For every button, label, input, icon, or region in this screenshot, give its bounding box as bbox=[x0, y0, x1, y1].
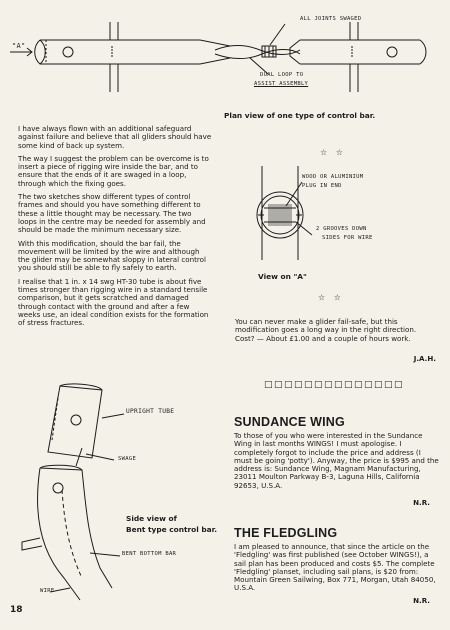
page-number: 18 bbox=[10, 605, 23, 615]
fledgling-signature: N.R. bbox=[413, 596, 430, 605]
loop-label-line-2: ASSIST ASSEMBLY bbox=[254, 81, 309, 87]
swage-label: SWAGE bbox=[118, 456, 137, 462]
article-paragraph: I have always flown with an additional safeguard against failure and believe that all gliders should have some kind of back up system. bbox=[18, 124, 212, 150]
plug-label-line-1: WOOD OR ALUMINIUM bbox=[302, 174, 364, 180]
bent-control-bar-drawing bbox=[20, 378, 220, 608]
control-bar-plan-drawing bbox=[0, 0, 450, 120]
section-divider: □□□□□□□□□□□□□□ bbox=[264, 380, 405, 390]
sundance-heading: SUNDANCE WING bbox=[234, 415, 345, 429]
stars-bottom: ☆ ☆ bbox=[318, 293, 344, 302]
side-view-caption-line-2: Bent type control bar. bbox=[126, 525, 217, 534]
view-arrow-label: "A" bbox=[12, 42, 26, 50]
loop-label-line-1: DUAL LOOP TO bbox=[260, 72, 304, 78]
article-signature: J.A.H. bbox=[413, 354, 436, 363]
fledgling-body: I am pleased to announce, that since the article on the 'Fledgling' was first published (see October WINGS!), a sail plan has been produced and costs $5. The complete 'Fledgling' planset, including sail plans, is $20 from: Mountain Green Sailwing, Box 771, Morgan, Utah 84050, U.S.A. bbox=[234, 542, 436, 593]
groove-label-line-2: SIDES FOR WIRE bbox=[322, 235, 373, 241]
plan-view-caption: Plan view of one type of control bar. bbox=[224, 111, 376, 120]
article-body bbox=[18, 125, 212, 333]
article-paragraph: The two sketches show different types of control frames and should you have something different to these a little thought may be necessary. The two loops in the centre may be needed for assembly and should be made the minimum necessary size. bbox=[18, 192, 206, 235]
wire-label: WIRE bbox=[40, 588, 55, 594]
sundance-signature: N.R. bbox=[413, 498, 430, 507]
article-paragraph: With this modification, should the bar fail, the movement will be limited by the wire and although the glider may be somewhat sloppy in lateral control you should still be able to fly safely to earth. bbox=[18, 238, 206, 273]
view-a-caption: View on "A" bbox=[258, 272, 307, 281]
stars-top: ☆ ☆ bbox=[320, 148, 346, 157]
upright-tube-label: UPRIGHT TUBE bbox=[126, 408, 175, 415]
article-closing: You can never make a glider fail-safe, but this modification goes a long way in the right direction. Cost? — About £1.00 and a couple of hours work. bbox=[235, 317, 417, 343]
side-view-caption-line-1: Side view of bbox=[126, 514, 177, 523]
bent-bar-label: BENT BOTTOM BAR bbox=[122, 551, 177, 557]
article-paragraph: The way I suggest the problem can be overcome is to insert a piece of rigging wire inside the bar, and to ensure that the ends of it are swaged in a loop, through which the fixing goes. bbox=[18, 153, 209, 188]
joint-label: ALL JOINTS SWAGED bbox=[300, 16, 362, 22]
sundance-body: To those of you who were interested in the Sundance Wing in last months WINGS! I must apologise. I completely forgot to include the price and address (I must be going 'potty'). Anyway, the price is $995 and the address is: Sundance Wing, Magnam Manufacturing, 23011 Moulton Parkway B-3, Laguna Hills, California 92653, U.S.A. bbox=[234, 431, 439, 490]
fledgling-heading: THE FLEDGLING bbox=[234, 526, 338, 540]
groove-label-line-1: 2 GROOVES DOWN bbox=[316, 226, 367, 232]
plug-label-line-2: PLUG IN END bbox=[302, 183, 342, 189]
article-paragraph: I realise that 1 in. x 14 swg HT-30 tube is about five times stronger than rigging wire in a standard tensile comparison, but it gets scratched and damaged through contact with the ground and after a few weeks use, an ideal condition exists for the formation of stress fractures. bbox=[18, 276, 209, 328]
